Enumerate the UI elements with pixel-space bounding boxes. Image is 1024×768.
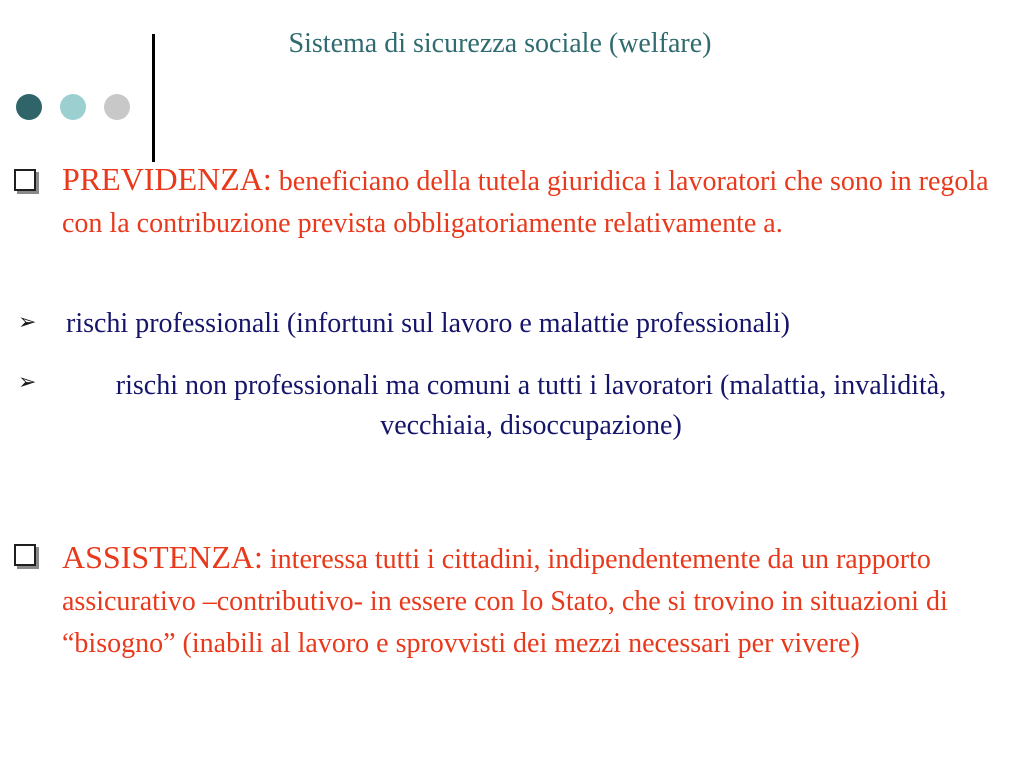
previdenza-paragraph <box>62 158 992 245</box>
arrow-bullet-icon: ➢ <box>18 370 37 395</box>
decorative-dot-light <box>60 94 86 120</box>
checkbox-bullet-icon <box>14 169 36 191</box>
checkbox-bullet-icon <box>14 544 36 566</box>
arrow-bullet-icon: ➢ <box>18 310 37 335</box>
assistenza-paragraph <box>62 536 992 665</box>
previdenza-sub-item: rischi professionali (infortuni sul lavoro e malattie professionali) <box>66 308 790 339</box>
decorative-dot-gray <box>104 94 130 120</box>
assistenza-text: interessa tutti i cittadini, indipendentemente da un rapporto assicurativo –contributivo- in essere con lo Stato, che si trovino in situazioni di “bisogno” (inabili al lavoro e sprovvisti dei mezzi necessari per vivere) <box>62 544 948 659</box>
slide-title: Sistema di sicurezza sociale (welfare) <box>288 28 712 59</box>
decorative-dot-dark <box>16 94 42 120</box>
vertical-divider <box>152 34 155 162</box>
previdenza-sub-item: rischi non professionali ma comuni a tutti i lavoratori (malattia, invalidità, vecchiaia, disoccupazione) <box>115 370 947 441</box>
assistenza-term: ASSISTENZA: <box>62 539 263 575</box>
previdenza-term: PREVIDENZA: <box>62 161 272 197</box>
previdenza-text: beneficiano della tutela giuridica i lavoratori che sono in regola con la contribuzione prevista obbligatoriamente relativamente a. <box>62 166 989 239</box>
